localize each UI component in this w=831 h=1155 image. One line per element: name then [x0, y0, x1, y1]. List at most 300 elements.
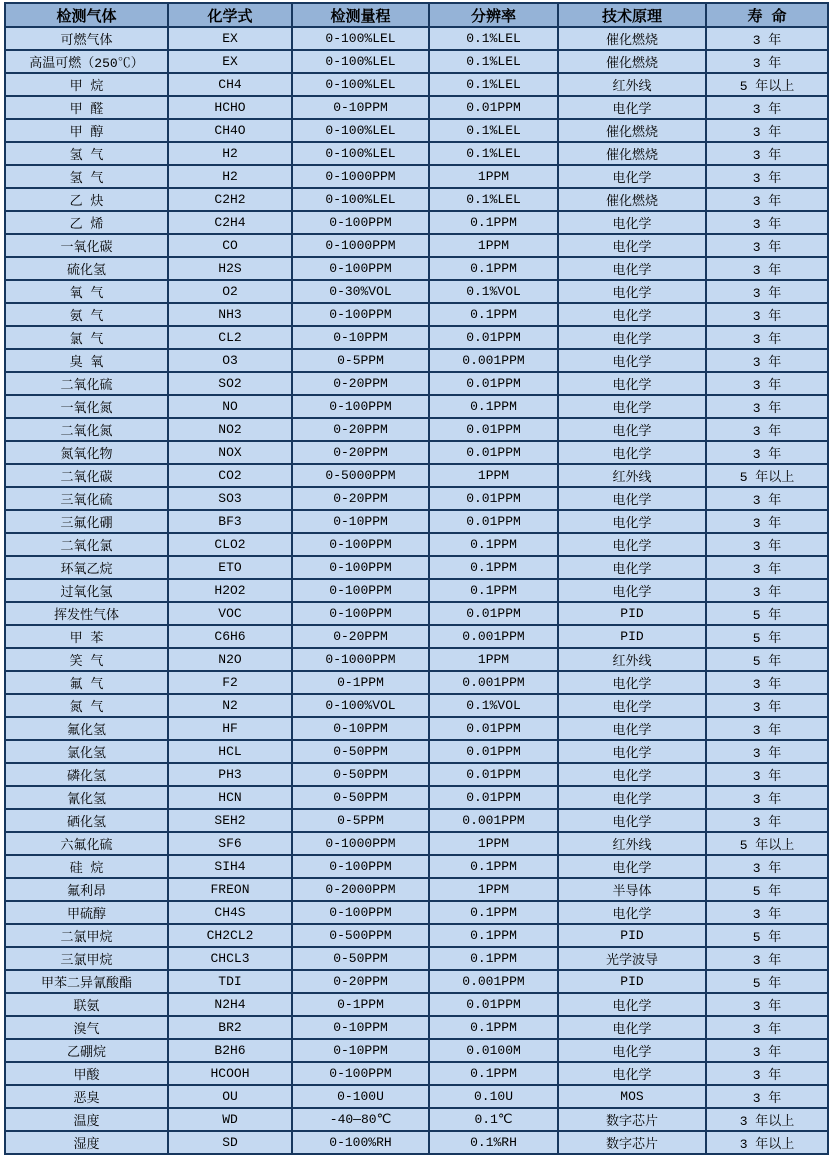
cell-resolution: 0.1PPM: [429, 1016, 558, 1039]
cell-formula: CO2: [168, 464, 292, 487]
cell-principle: PID: [558, 924, 706, 947]
cell-lifespan: 3 年: [706, 395, 828, 418]
cell-resolution: 0.001PPM: [429, 809, 558, 832]
table-row: [5, 510, 828, 533]
cell-lifespan: 3 年: [706, 119, 828, 142]
cell-formula: OU: [168, 1085, 292, 1108]
cell-range: 0-100PPM: [292, 303, 429, 326]
cell-lifespan: 3 年: [706, 372, 828, 395]
header-lifespan: 寿 命: [706, 3, 828, 27]
cell-formula: O3: [168, 349, 292, 372]
cell-resolution: 0.001PPM: [429, 671, 558, 694]
cell-resolution: 0.1PPM: [429, 901, 558, 924]
cell-resolution: 0.1PPM: [429, 533, 558, 556]
table-row: [5, 257, 828, 280]
cell-principle: PID: [558, 602, 706, 625]
cell-formula: F2: [168, 671, 292, 694]
cell-range: 0-100%LEL: [292, 119, 429, 142]
cell-lifespan: 3 年: [706, 717, 828, 740]
cell-range: 0-100U: [292, 1085, 429, 1108]
cell-gas: 三氯甲烷: [5, 947, 168, 970]
cell-range: 0-100PPM: [292, 395, 429, 418]
cell-formula: HCL: [168, 740, 292, 763]
cell-formula: CO: [168, 234, 292, 257]
cell-principle: 电化学: [558, 395, 706, 418]
cell-principle: 电化学: [558, 901, 706, 924]
table-row: [5, 763, 828, 786]
cell-resolution: 0.1%LEL: [429, 27, 558, 50]
cell-formula: H2: [168, 165, 292, 188]
cell-resolution: 0.01PPM: [429, 326, 558, 349]
cell-gas: 甲酸: [5, 1062, 168, 1085]
cell-principle: 电化学: [558, 418, 706, 441]
cell-lifespan: 3 年: [706, 211, 828, 234]
cell-resolution: 0.1PPM: [429, 303, 558, 326]
cell-range: 0-10PPM: [292, 1039, 429, 1062]
cell-principle: PID: [558, 970, 706, 993]
cell-gas: 氢 气: [5, 165, 168, 188]
cell-gas: 硅 烷: [5, 855, 168, 878]
cell-principle: 数字芯片: [558, 1108, 706, 1131]
table-row: [5, 234, 828, 257]
cell-lifespan: 3 年: [706, 27, 828, 50]
table-row: [5, 326, 828, 349]
cell-principle: 电化学: [558, 809, 706, 832]
cell-formula: CHCL3: [168, 947, 292, 970]
cell-lifespan: 3 年: [706, 1039, 828, 1062]
cell-formula: CH4: [168, 73, 292, 96]
table-row: [5, 694, 828, 717]
cell-range: 0-100%LEL: [292, 50, 429, 73]
table-row: [5, 625, 828, 648]
table-row: [5, 533, 828, 556]
header-resolution: 分辨率: [429, 3, 558, 27]
table-row: [5, 993, 828, 1016]
table-row: [5, 96, 828, 119]
cell-range: 0-20PPM: [292, 418, 429, 441]
cell-principle: PID: [558, 625, 706, 648]
table-row: [5, 418, 828, 441]
cell-principle: 数字芯片: [558, 1131, 706, 1154]
cell-formula: HCHO: [168, 96, 292, 119]
cell-range: 0-100%LEL: [292, 73, 429, 96]
cell-range: 0-1PPM: [292, 993, 429, 1016]
cell-range: 0-100%LEL: [292, 27, 429, 50]
cell-range: 0-1000PPM: [292, 165, 429, 188]
header-gas: 检测气体: [5, 3, 168, 27]
cell-principle: 电化学: [558, 993, 706, 1016]
cell-gas: 硒化氢: [5, 809, 168, 832]
cell-gas: 二氧化碳: [5, 464, 168, 487]
cell-formula: C6H6: [168, 625, 292, 648]
table-row: [5, 832, 828, 855]
cell-formula: PH3: [168, 763, 292, 786]
cell-principle: 电化学: [558, 763, 706, 786]
cell-range: 0-1000PPM: [292, 832, 429, 855]
table-row: [5, 786, 828, 809]
cell-resolution: 0.1PPM: [429, 924, 558, 947]
cell-lifespan: 5 年以上: [706, 832, 828, 855]
table-row: [5, 487, 828, 510]
cell-gas: 氮氧化物: [5, 441, 168, 464]
cell-gas: 二氧化氮: [5, 418, 168, 441]
cell-range: 0-100%LEL: [292, 142, 429, 165]
cell-range: 0-100PPM: [292, 533, 429, 556]
cell-principle: 电化学: [558, 257, 706, 280]
cell-lifespan: 3 年: [706, 993, 828, 1016]
cell-resolution: 0.1%LEL: [429, 142, 558, 165]
cell-gas: 甲苯二异氰酸酯: [5, 970, 168, 993]
table-header: [5, 3, 828, 27]
cell-resolution: 0.01PPM: [429, 786, 558, 809]
cell-formula: EX: [168, 27, 292, 50]
cell-resolution: 0.1%VOL: [429, 694, 558, 717]
cell-gas: 高温可燃（250℃）: [5, 50, 168, 73]
cell-formula: C2H4: [168, 211, 292, 234]
cell-resolution: 0.1PPM: [429, 211, 558, 234]
cell-range: 0-10PPM: [292, 510, 429, 533]
cell-lifespan: 3 年: [706, 96, 828, 119]
gas-sensor-spec-table: [4, 2, 829, 1155]
cell-resolution: 0.01PPM: [429, 372, 558, 395]
cell-gas: 二氧化硫: [5, 372, 168, 395]
cell-gas: 氟 气: [5, 671, 168, 694]
cell-resolution: 0.1℃: [429, 1108, 558, 1131]
cell-lifespan: 3 年: [706, 303, 828, 326]
cell-principle: 电化学: [558, 556, 706, 579]
cell-gas: 一氧化氮: [5, 395, 168, 418]
cell-gas: 挥发性气体: [5, 602, 168, 625]
cell-principle: 红外线: [558, 464, 706, 487]
cell-resolution: 0.1%LEL: [429, 50, 558, 73]
cell-principle: 催化燃烧: [558, 27, 706, 50]
table-row: [5, 50, 828, 73]
cell-lifespan: 3 年: [706, 349, 828, 372]
cell-formula: CL2: [168, 326, 292, 349]
table-row: [5, 441, 828, 464]
cell-principle: 电化学: [558, 326, 706, 349]
table-row: [5, 671, 828, 694]
cell-gas: 臭 氧: [5, 349, 168, 372]
cell-gas: 氯化氢: [5, 740, 168, 763]
cell-resolution: 1PPM: [429, 234, 558, 257]
cell-range: 0-10PPM: [292, 717, 429, 740]
cell-range: 0-2000PPM: [292, 878, 429, 901]
table-row: [5, 1085, 828, 1108]
cell-resolution: 0.1PPM: [429, 855, 558, 878]
cell-formula: EX: [168, 50, 292, 73]
cell-gas: 三氟化硼: [5, 510, 168, 533]
cell-principle: 电化学: [558, 671, 706, 694]
cell-range: 0-10PPM: [292, 326, 429, 349]
cell-formula: N2O: [168, 648, 292, 671]
table-row: [5, 165, 828, 188]
cell-lifespan: 3 年: [706, 234, 828, 257]
table-row: [5, 901, 828, 924]
cell-resolution: 0.0100M: [429, 1039, 558, 1062]
cell-resolution: 1PPM: [429, 165, 558, 188]
cell-lifespan: 3 年: [706, 326, 828, 349]
cell-lifespan: 3 年: [706, 487, 828, 510]
cell-principle: 电化学: [558, 96, 706, 119]
cell-range: 0-1000PPM: [292, 648, 429, 671]
cell-formula: WD: [168, 1108, 292, 1131]
table-row: [5, 395, 828, 418]
cell-gas: 可燃气体: [5, 27, 168, 50]
cell-resolution: 0.01PPM: [429, 441, 558, 464]
cell-principle: 电化学: [558, 533, 706, 556]
cell-gas: 硫化氢: [5, 257, 168, 280]
table-row: [5, 809, 828, 832]
cell-lifespan: 3 年: [706, 533, 828, 556]
cell-principle: 电化学: [558, 441, 706, 464]
cell-gas: 乙 炔: [5, 188, 168, 211]
cell-principle: 电化学: [558, 1062, 706, 1085]
table-row: [5, 211, 828, 234]
cell-formula: ETO: [168, 556, 292, 579]
cell-formula: N2H4: [168, 993, 292, 1016]
cell-gas: 二氯甲烷: [5, 924, 168, 947]
cell-lifespan: 5 年: [706, 878, 828, 901]
cell-principle: 催化燃烧: [558, 188, 706, 211]
table-row: [5, 1062, 828, 1085]
table-row: [5, 1039, 828, 1062]
cell-gas: 磷化氢: [5, 763, 168, 786]
cell-principle: 光学波导: [558, 947, 706, 970]
cell-principle: 电化学: [558, 694, 706, 717]
cell-range: 0-10PPM: [292, 96, 429, 119]
cell-lifespan: 3 年: [706, 855, 828, 878]
cell-formula: NH3: [168, 303, 292, 326]
cell-gas: 氮 气: [5, 694, 168, 717]
table-row: [5, 27, 828, 50]
cell-resolution: 0.1PPM: [429, 947, 558, 970]
cell-formula: C2H2: [168, 188, 292, 211]
header-principle: 技术原理: [558, 3, 706, 27]
table-row: [5, 188, 828, 211]
table-row: [5, 855, 828, 878]
cell-resolution: 0.1PPM: [429, 579, 558, 602]
cell-lifespan: 3 年: [706, 671, 828, 694]
table-row: [5, 970, 828, 993]
cell-gas: 氢 气: [5, 142, 168, 165]
cell-formula: NOX: [168, 441, 292, 464]
cell-lifespan: 5 年: [706, 602, 828, 625]
cell-gas: 乙 烯: [5, 211, 168, 234]
cell-resolution: 0.01PPM: [429, 418, 558, 441]
cell-gas: 氰化氢: [5, 786, 168, 809]
cell-principle: 电化学: [558, 1016, 706, 1039]
cell-resolution: 0.1%RH: [429, 1131, 558, 1154]
cell-gas: 氨 气: [5, 303, 168, 326]
table-row: [5, 280, 828, 303]
cell-formula: SEH2: [168, 809, 292, 832]
cell-resolution: 0.1PPM: [429, 257, 558, 280]
cell-range: 0-100PPM: [292, 579, 429, 602]
cell-principle: 催化燃烧: [558, 50, 706, 73]
table-row: [5, 947, 828, 970]
table-row: [5, 648, 828, 671]
cell-gas: 一氧化碳: [5, 234, 168, 257]
cell-formula: SD: [168, 1131, 292, 1154]
table-row: [5, 372, 828, 395]
cell-range: 0-100PPM: [292, 901, 429, 924]
cell-resolution: 0.1PPM: [429, 556, 558, 579]
cell-principle: 红外线: [558, 648, 706, 671]
cell-range: 0-100%LEL: [292, 188, 429, 211]
cell-formula: H2S: [168, 257, 292, 280]
cell-resolution: 0.001PPM: [429, 625, 558, 648]
cell-lifespan: 3 年: [706, 280, 828, 303]
cell-resolution: 1PPM: [429, 464, 558, 487]
table-row: [5, 878, 828, 901]
cell-lifespan: 3 年以上: [706, 1108, 828, 1131]
cell-principle: 催化燃烧: [558, 142, 706, 165]
cell-resolution: 0.1PPM: [429, 395, 558, 418]
cell-lifespan: 3 年: [706, 418, 828, 441]
cell-formula: SIH4: [168, 855, 292, 878]
cell-formula: CLO2: [168, 533, 292, 556]
cell-lifespan: 5 年: [706, 648, 828, 671]
cell-range: 0-5000PPM: [292, 464, 429, 487]
cell-lifespan: 3 年: [706, 1062, 828, 1085]
cell-lifespan: 3 年: [706, 165, 828, 188]
header-formula: 化学式: [168, 3, 292, 27]
cell-lifespan: 3 年: [706, 188, 828, 211]
cell-range: 0-100PPM: [292, 211, 429, 234]
cell-resolution: 0.01PPM: [429, 487, 558, 510]
cell-range: 0-50PPM: [292, 947, 429, 970]
cell-principle: 电化学: [558, 740, 706, 763]
cell-gas: 三氧化硫: [5, 487, 168, 510]
cell-formula: O2: [168, 280, 292, 303]
cell-lifespan: 3 年: [706, 441, 828, 464]
cell-gas: 甲 烷: [5, 73, 168, 96]
cell-gas: 温度: [5, 1108, 168, 1131]
cell-formula: SO3: [168, 487, 292, 510]
cell-range: 0-20PPM: [292, 441, 429, 464]
cell-formula: FREON: [168, 878, 292, 901]
table-row: [5, 556, 828, 579]
cell-principle: 电化学: [558, 1039, 706, 1062]
cell-formula: NO: [168, 395, 292, 418]
cell-range: 0-20PPM: [292, 970, 429, 993]
cell-gas: 氧 气: [5, 280, 168, 303]
cell-gas: 甲硫醇: [5, 901, 168, 924]
cell-formula: SF6: [168, 832, 292, 855]
cell-lifespan: 3 年: [706, 510, 828, 533]
cell-gas: 过氧化氢: [5, 579, 168, 602]
cell-lifespan: 3 年: [706, 809, 828, 832]
cell-formula: CH2CL2: [168, 924, 292, 947]
cell-principle: 电化学: [558, 211, 706, 234]
cell-lifespan: 3 年: [706, 786, 828, 809]
cell-formula: SO2: [168, 372, 292, 395]
cell-gas: 乙硼烷: [5, 1039, 168, 1062]
cell-resolution: 0.01PPM: [429, 763, 558, 786]
cell-resolution: 0.1%VOL: [429, 280, 558, 303]
cell-principle: 电化学: [558, 487, 706, 510]
cell-gas: 笑 气: [5, 648, 168, 671]
cell-resolution: 0.1PPM: [429, 1062, 558, 1085]
cell-range: 0-20PPM: [292, 372, 429, 395]
cell-principle: 电化学: [558, 165, 706, 188]
table-row: [5, 717, 828, 740]
table-row: [5, 303, 828, 326]
cell-gas: 二氧化氯: [5, 533, 168, 556]
cell-range: 0-100PPM: [292, 556, 429, 579]
cell-lifespan: 3 年: [706, 142, 828, 165]
cell-resolution: 0.01PPM: [429, 602, 558, 625]
cell-principle: 电化学: [558, 786, 706, 809]
cell-lifespan: 3 年: [706, 901, 828, 924]
cell-resolution: 0.01PPM: [429, 740, 558, 763]
cell-range: 0-50PPM: [292, 786, 429, 809]
cell-principle: 红外线: [558, 73, 706, 96]
cell-principle: 电化学: [558, 234, 706, 257]
table-row: [5, 142, 828, 165]
cell-range: 0-100PPM: [292, 257, 429, 280]
table-row: [5, 579, 828, 602]
table-row: [5, 740, 828, 763]
cell-range: 0-10PPM: [292, 1016, 429, 1039]
cell-principle: 电化学: [558, 280, 706, 303]
cell-lifespan: 3 年: [706, 947, 828, 970]
cell-formula: CH4O: [168, 119, 292, 142]
cell-lifespan: 5 年: [706, 970, 828, 993]
cell-range: 0-50PPM: [292, 740, 429, 763]
cell-principle: MOS: [558, 1085, 706, 1108]
cell-formula: B2H6: [168, 1039, 292, 1062]
cell-range: 0-20PPM: [292, 625, 429, 648]
cell-gas: 湿度: [5, 1131, 168, 1154]
cell-lifespan: 3 年: [706, 694, 828, 717]
cell-lifespan: 3 年: [706, 1016, 828, 1039]
cell-gas: 溴气: [5, 1016, 168, 1039]
cell-range: 0-5PPM: [292, 809, 429, 832]
cell-gas: 氟利昂: [5, 878, 168, 901]
cell-formula: HCN: [168, 786, 292, 809]
cell-range: 0-500PPM: [292, 924, 429, 947]
cell-formula: BR2: [168, 1016, 292, 1039]
cell-resolution: 0.001PPM: [429, 349, 558, 372]
cell-lifespan: 3 年: [706, 50, 828, 73]
cell-formula: H2O2: [168, 579, 292, 602]
cell-gas: 甲 醇: [5, 119, 168, 142]
cell-principle: 电化学: [558, 855, 706, 878]
cell-formula: HCOOH: [168, 1062, 292, 1085]
table-row: [5, 1131, 828, 1154]
cell-range: 0-1PPM: [292, 671, 429, 694]
cell-principle: 红外线: [558, 832, 706, 855]
table-row: [5, 349, 828, 372]
cell-resolution: 0.01PPM: [429, 96, 558, 119]
header-row: [5, 3, 828, 27]
cell-formula: TDI: [168, 970, 292, 993]
cell-resolution: 0.1%LEL: [429, 119, 558, 142]
cell-resolution: 0.01PPM: [429, 717, 558, 740]
table-row: [5, 119, 828, 142]
cell-range: 0-100PPM: [292, 602, 429, 625]
cell-gas: 联氨: [5, 993, 168, 1016]
table-body: [5, 27, 828, 1154]
cell-resolution: 1PPM: [429, 832, 558, 855]
cell-formula: VOC: [168, 602, 292, 625]
cell-range: 0-20PPM: [292, 487, 429, 510]
cell-formula: BF3: [168, 510, 292, 533]
cell-lifespan: 3 年: [706, 556, 828, 579]
cell-principle: 半导体: [558, 878, 706, 901]
